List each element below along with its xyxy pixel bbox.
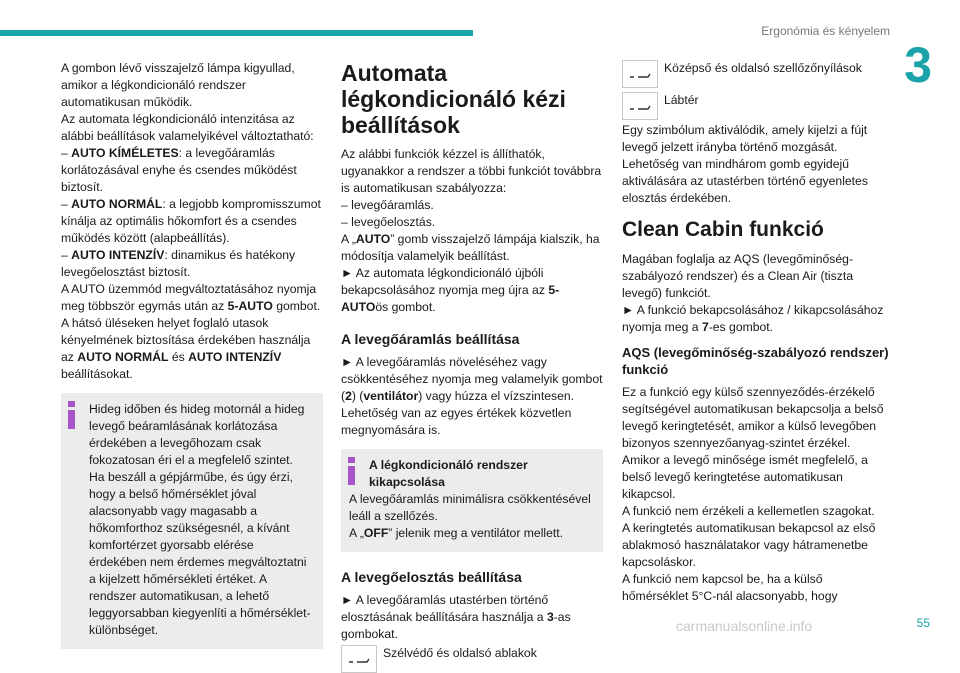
subheading-airflow: A levegőáramlás beállítása [341, 331, 520, 347]
list-item: – levegőelosztás. [341, 215, 436, 229]
paragraph: Lehetőség van mindhárom gomb egyidejű aktiválására az utastérben történő egyenletes elosztás érdekében. [622, 157, 868, 205]
chapter-title: Ergonómia és kényelem [761, 24, 890, 38]
paragraph: A funkció nem érzékeli a kellemetlen szagokat. [622, 504, 875, 518]
subheading-distribution: A levegőelosztás beállítása [341, 569, 522, 585]
list-item: – AUTO KÍMÉLETES: a levegőáramlás korlátozásával enyhe és csendes működést biztosít. [61, 146, 297, 194]
paragraph: Az automata légkondicionáló intenzitása az alábbi beállítások valamelyikével változtatható: [61, 112, 314, 143]
info-box [341, 449, 603, 552]
paragraph: Az alábbi funkciók kézzel is állíthatók, ugyanakkor a rendszer a többi funkciót továbbra is automatikusan szabályozza: [341, 147, 602, 195]
info-box [61, 393, 323, 649]
info-text: Hideg időben és hideg motornál a hideg levegő beáramlásának korlátozása érdekében a levegőhozam csak fokozatosan éri el a megfelelő szintet. Ha beszáll a gépjárműbe, és úgy érzi, hogy a belső hőmérséklet jóval alacsonyabb vagy magasabb a hőkomforthoz szükségesnél, a kívánt komfortérzet gyorsabb elérése érdekében nem érdemes megváltoztatni a kijelzett hőmérsékleti értéket. A rendszer automatikusan, a lehető leggyorsabban kiegyenlíti a hőmérséklet-különbséget. [89, 402, 311, 637]
vent-label: Lábtér [664, 93, 699, 107]
info-text: A levegőáramlás minimálisra csökkentésével leáll a szellőzés. [349, 492, 591, 523]
paragraph: A funkció nem kapcsol be, ha a külső hőmérséklet 5°C-nál alacsonyabb, hogy [622, 572, 838, 603]
paragraph: A AUTO üzemmód megváltoztatásához nyomja meg többször egymás után az 5-AUTO gombot. [61, 282, 321, 313]
vent-option [622, 92, 892, 120]
paragraph: A gombon lévő visszajelző lámpa kigyullad, amikor a légkondicionáló rendszer automatikusan működik. [61, 61, 295, 109]
paragraph: ► A funkció bekapcsolásához / kikapcsolásához nyomja meg a 7-es gombot. [622, 303, 884, 334]
column-1 [61, 60, 323, 649]
paragraph: ► A levegőáramlás utastérben történő elosztásának beállítására használja a 3-as gombokat. [341, 593, 571, 641]
vent-option [622, 60, 892, 88]
central-vent-icon [622, 60, 658, 88]
paragraph: Magában foglalja az AQS (levegőminőség-szabályozó rendszer) és a Clean Air (tiszta levegő) funkciót. [622, 252, 854, 300]
header-accent-bar [0, 30, 473, 36]
paragraph: ► A levegőáramlás növeléséhez vagy csökkentéséhez nyomja meg valamelyik gombot (2) (ventilátor) vagy húzza el vízszintesen. Lehetőség van az egyes értékek közvetlen megnyomására is. [341, 355, 603, 437]
paragraph: A „AUTO” gomb visszajelző lámpája kialszik, ha módosítja valamelyik beállítást. [341, 232, 600, 263]
section-title: Automata légkondicionáló kézi beállítások [341, 60, 566, 138]
subheading-aqs: AQS (levegőminőség-szabályozó rendszer) funkció [622, 345, 889, 377]
paragraph: ► Az automata légkondicionáló újbóli bekapcsolásához nyomja meg újra az 5-AUTOös gombot. [341, 266, 560, 314]
watermark: carmanualsonline.info [676, 618, 813, 634]
chapter-number: 3 [904, 37, 932, 93]
list-item: – AUTO INTENZÍV: dinamikus és hatékony levegőelosztást biztosít. [61, 248, 296, 279]
paragraph: Egy szimbólum aktiválódik, amely kijelzi a fújt levegő jelzett irányba történő mozgását. [622, 123, 868, 154]
section-title: Clean Cabin funkció [622, 218, 824, 241]
footwell-vent-icon [622, 92, 658, 120]
info-text: A „OFF” jelenik meg a ventilátor mellett. [349, 526, 564, 540]
vent-label: Középső és oldalsó szellőzőnyílások [664, 61, 862, 75]
list-item: – AUTO NORMÁL: a legjobb kompromisszumot kínálja az optimális hőkomfort és a csendes működés között (alapbeállítás). [61, 197, 321, 245]
paragraph: A keringtetés automatikusan bekapcsol az első ablakmosó használatakor vagy hátramenetbe kapcsoláskor. [622, 521, 876, 569]
info-icon [347, 457, 356, 485]
paragraph: A hátsó üléseken helyet foglaló utasok kényelmének biztosítása érdekében használja az AUTO NORMÁL és AUTO INTENZÍV beállításokat. [61, 316, 311, 381]
windscreen-vent-icon [341, 645, 377, 673]
paragraph: Amikor a levegő minősége ismét megfelelő, a belső levegő keringtetése automatikusan kikapcsol. [622, 453, 868, 501]
info-icon [67, 401, 76, 429]
column-2 [341, 60, 603, 673]
page-number: 55 [916, 616, 930, 630]
vent-option [341, 645, 603, 673]
column-3 [622, 58, 892, 605]
list-item: – levegőáramlás. [341, 198, 434, 212]
vent-label: Szélvédő és oldalsó ablakok [383, 646, 537, 660]
info-title: A légkondicionáló rendszer kikapcsolása [369, 458, 528, 489]
paragraph: Ez a funkció egy külső szennyeződés-érzékelő segítségével automatikusan bekapcsolja a belső levegő keringtetését, amikor a külső levegőben bizonyos szennyezőanyag-szintet érzékel. [622, 385, 884, 450]
